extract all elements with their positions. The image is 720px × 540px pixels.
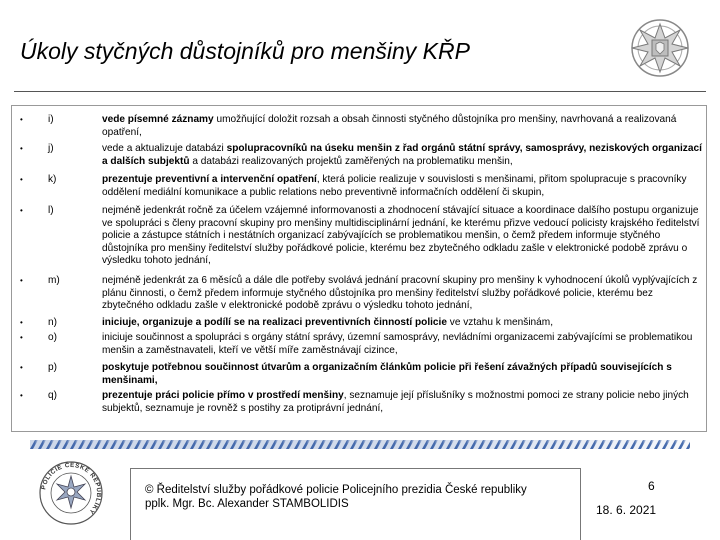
item-text-regular: ve vztahu k menšinám, — [446, 317, 553, 328]
item-text — [102, 143, 702, 168]
item-text — [102, 332, 702, 357]
footer-copyright: © Ředitelství služby pořádkové policie Policejního prezidia České republiky — [145, 484, 527, 496]
item-letter: j) — [48, 143, 54, 154]
item-letter: l) — [48, 205, 54, 216]
item-letter: n) — [48, 317, 57, 328]
police-star-emblem-icon — [622, 16, 698, 80]
tasks-content-box — [11, 105, 707, 432]
item-text — [102, 275, 702, 313]
item-letter: m) — [48, 275, 60, 286]
item-text — [102, 174, 702, 199]
bullet-icon: • — [20, 363, 23, 372]
item-text-bold: poskytuje potřebnou součinnost útvarům a organizačním článkům policie při řešení závažných případů souvisejících s menšinami, — [102, 362, 672, 386]
page-title: Úkoly styčných důstojníků pro menšiny KŘP — [20, 38, 470, 64]
item-text-regular: , seznamuje její příslušníky s možnostmi pomoci ze strany policie nebo jiných subjektů, seznamuje je rovněž s postihy za protiprávní jednání, — [102, 390, 689, 414]
item-text — [102, 114, 702, 139]
bullet-icon: • — [20, 206, 23, 215]
bullet-icon: • — [20, 115, 23, 124]
svg-text:POLICIE ČESKÉ REPUBLIKY: POLICIE ČESKÉ REPUBLIKY — [40, 461, 103, 516]
item-text-regular: iniciuje součinnost a spolupráci s orgány státní správy, územní samosprávy, nevládními organizacemi zabývajícími se problematikou menšin a zaměstnavateli, kteří ve větší míře zaměstnávají cizince, — [102, 332, 693, 356]
title-divider — [14, 91, 706, 92]
item-text-regular: umožňující doložit rozsah a obsah činnosti styčného důstojníka pro menšiny, navrhovaná a realizovaná opatření, — [102, 114, 677, 138]
bullet-icon: • — [20, 318, 23, 327]
item-text-regular: nejméně jedenkrát za 6 měsíců a dále dle potřeby svolává jednání pracovní skupiny pro menšiny k vyhodnocení úkolů vyplývajících z plánu činnosti, o čemž předem informuje styčného důstojníka pro menšiny ředitelství služby pořádkové policie, kterému bez zbytečného odkladu zašle v elektronické podobě zprávu o výsledku tohoto jednání, — [102, 275, 698, 311]
item-letter: i) — [48, 114, 54, 125]
bullet-icon: • — [20, 391, 23, 400]
item-text-bold: spolupracovníků na úseku menšin z řad orgánů státní správy, samosprávy, neziskových organizací a dalších subjektů — [102, 143, 702, 167]
item-text-bold: prezentuje preventivní a intervenční opatření — [102, 174, 317, 185]
item-text-bold: prezentuje práci policie přímo v prostředí menšiny — [102, 390, 344, 401]
item-text-regular: vede a aktualizuje databázi — [102, 143, 227, 154]
footer-date: 18. 6. 2021 — [596, 503, 657, 517]
bullet-icon: • — [20, 276, 23, 285]
item-letter: k) — [48, 174, 57, 185]
decorative-stripe — [30, 440, 690, 449]
item-text — [102, 205, 702, 268]
item-letter: o) — [48, 332, 57, 343]
item-text-bold: vede písemné záznamy — [102, 114, 214, 125]
item-text-regular: a databázi realizovaných projektů zaměřených na problematiku menšin, — [189, 155, 513, 167]
item-text-bold: iniciuje, organizuje a podílí se na realizaci preventivních činností policie — [102, 317, 447, 328]
item-text — [102, 390, 702, 415]
page-number: 6 — [648, 479, 655, 493]
item-letter: p) — [48, 362, 57, 373]
item-letter: q) — [48, 390, 57, 401]
police-seal-icon — [38, 460, 104, 526]
bullet-icon: • — [20, 175, 23, 184]
footer-author: pplk. Mgr. Bc. Alexander STAMBOLIDIS — [145, 498, 349, 510]
item-text — [102, 317, 702, 330]
footer-box — [130, 468, 581, 540]
item-text-regular: , která policie realizuje v souvislosti s menšinami, přitom spolupracuje s pracovníky oddělení mediální komunikace a public relations nebo preventivně informačních oddělení či skupin, — [102, 174, 687, 198]
item-text — [102, 362, 702, 387]
bullet-icon: • — [20, 333, 23, 342]
bullet-icon: • — [20, 144, 23, 153]
item-text-regular: nejméně jedenkrát ročně za účelem vzájemné informovanosti a zhodnocení stávající situace a koordinace dalšího postupu organizuje ve spolupráci s členy pracovní skupiny pro menšiny multidisciplinární jednání, ke kterému přizve vedoucí policisty krajského ředitelství policie a zástupce státních i nestátních organizací zabývajících se problematikou menšin, o čemž předem informuje styčného důstojníka pro menšiny ředitelství služby pořádkové policie, kterému bez zbytečného odkladu zašle v elektronické podobě zprávu o výsledku tohoto jednání, — [102, 205, 700, 266]
